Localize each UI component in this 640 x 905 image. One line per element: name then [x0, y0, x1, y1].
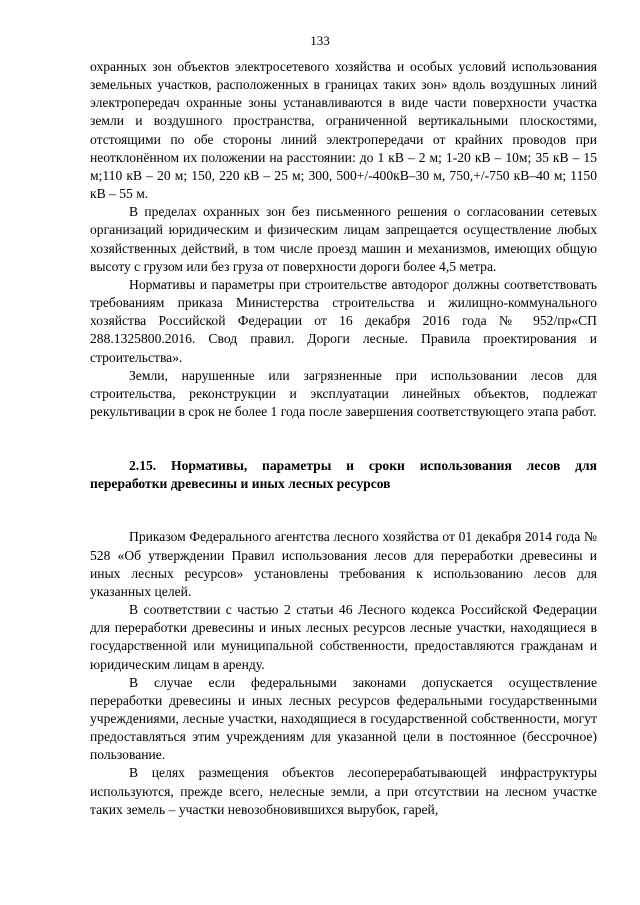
- paragraph-continuation: охранных зон объектов электросетевого хозяйства и особых условий использования земельных участков, расположенных в границах таких зон» вдоль воздушных линий электропередач охранные зоны устанавливаются в виде части поверхности участка земли и воздушного пространства, ограниченной вертикальными плоскостями, отстоящими по обе стороны линий электропередачи от крайних проводов при неотклонённом их положении на расстоянии: до 1 кВ – 2 м; 1-20 кВ – 10м; 35 кВ – 15 м;110 кВ – 20 м; 150, 220 кВ – 25 м; 300, 500+/-400кВ–30 м, 750,+/-750 кВ–40 м; 1150 кВ – 55 м.: [90, 59, 597, 202]
- paragraph: В целях размещения объектов лесоперерабатывающей инфраструктуры используются, прежде всего, нелесные земли, а при отсутствии на лесном участке таких земель – участки невозобновившихся вырубок, гарей,: [90, 765, 597, 817]
- paragraph: Нормативы и параметры при строительстве автодорог должны соответствовать требованиям приказа Министерства строительства и жилищно-коммунального хозяйства Российской Федерации от 16 декабря 2016 года № 952/пр«СП 288.1325800.2016. Свод правил. Дороги лесные. Правила проектирования и строительства».: [90, 276, 597, 365]
- paragraph: Земли, нарушенные или загрязненные при использовании лесов для строительства, реконструкции и эксплуатации линейных объектов, подлежат рекультивации в срок не более 1 года после завершения соответствующего этапа работ.: [90, 367, 597, 419]
- paragraph: В случае если федеральными законами допускается осуществление переработки древесины и иных лесных ресурсов федеральными государственными учреждениями, лесные участки, находящиеся в государственной собственности, могут предоставляться этим учреждениям для указанной цели в постоянное (бессрочное) пользование.: [90, 674, 597, 763]
- page-content: [90, 58, 597, 819]
- section-heading: 2.15. Нормативы, параметры и сроки использования лесов для переработки древесины и иных лесных ресурсов: [90, 458, 597, 492]
- page-number: 133: [310, 33, 330, 48]
- paragraph: В пределах охранных зон без письменного решения о согласовании сетевых организаций юридическим и физическим лицам запрещается осуществление любых хозяйственных действий, в том числе проезд машин и механизмов, имеющих общую высоту с грузом или без груза от поверхности дороги более 4,5 метра.: [90, 204, 597, 274]
- paragraph: В соответствии с частью 2 статьи 46 Лесного кодекса Российской Федерации для переработки древесины и иных лесных ресурсов лесные участки, находящиеся в государственной или муниципальной собственности, предоставляются гражданам и юридическим лицам в аренду.: [90, 602, 597, 672]
- paragraph: Приказом Федерального агентства лесного хозяйства от 01 декабря 2014 года № 528 «Об утверждении Правил использования лесов для переработки древесины и иных лесных ресурсов» установлены требования к использованию лесов для указанных целей.: [90, 529, 597, 599]
